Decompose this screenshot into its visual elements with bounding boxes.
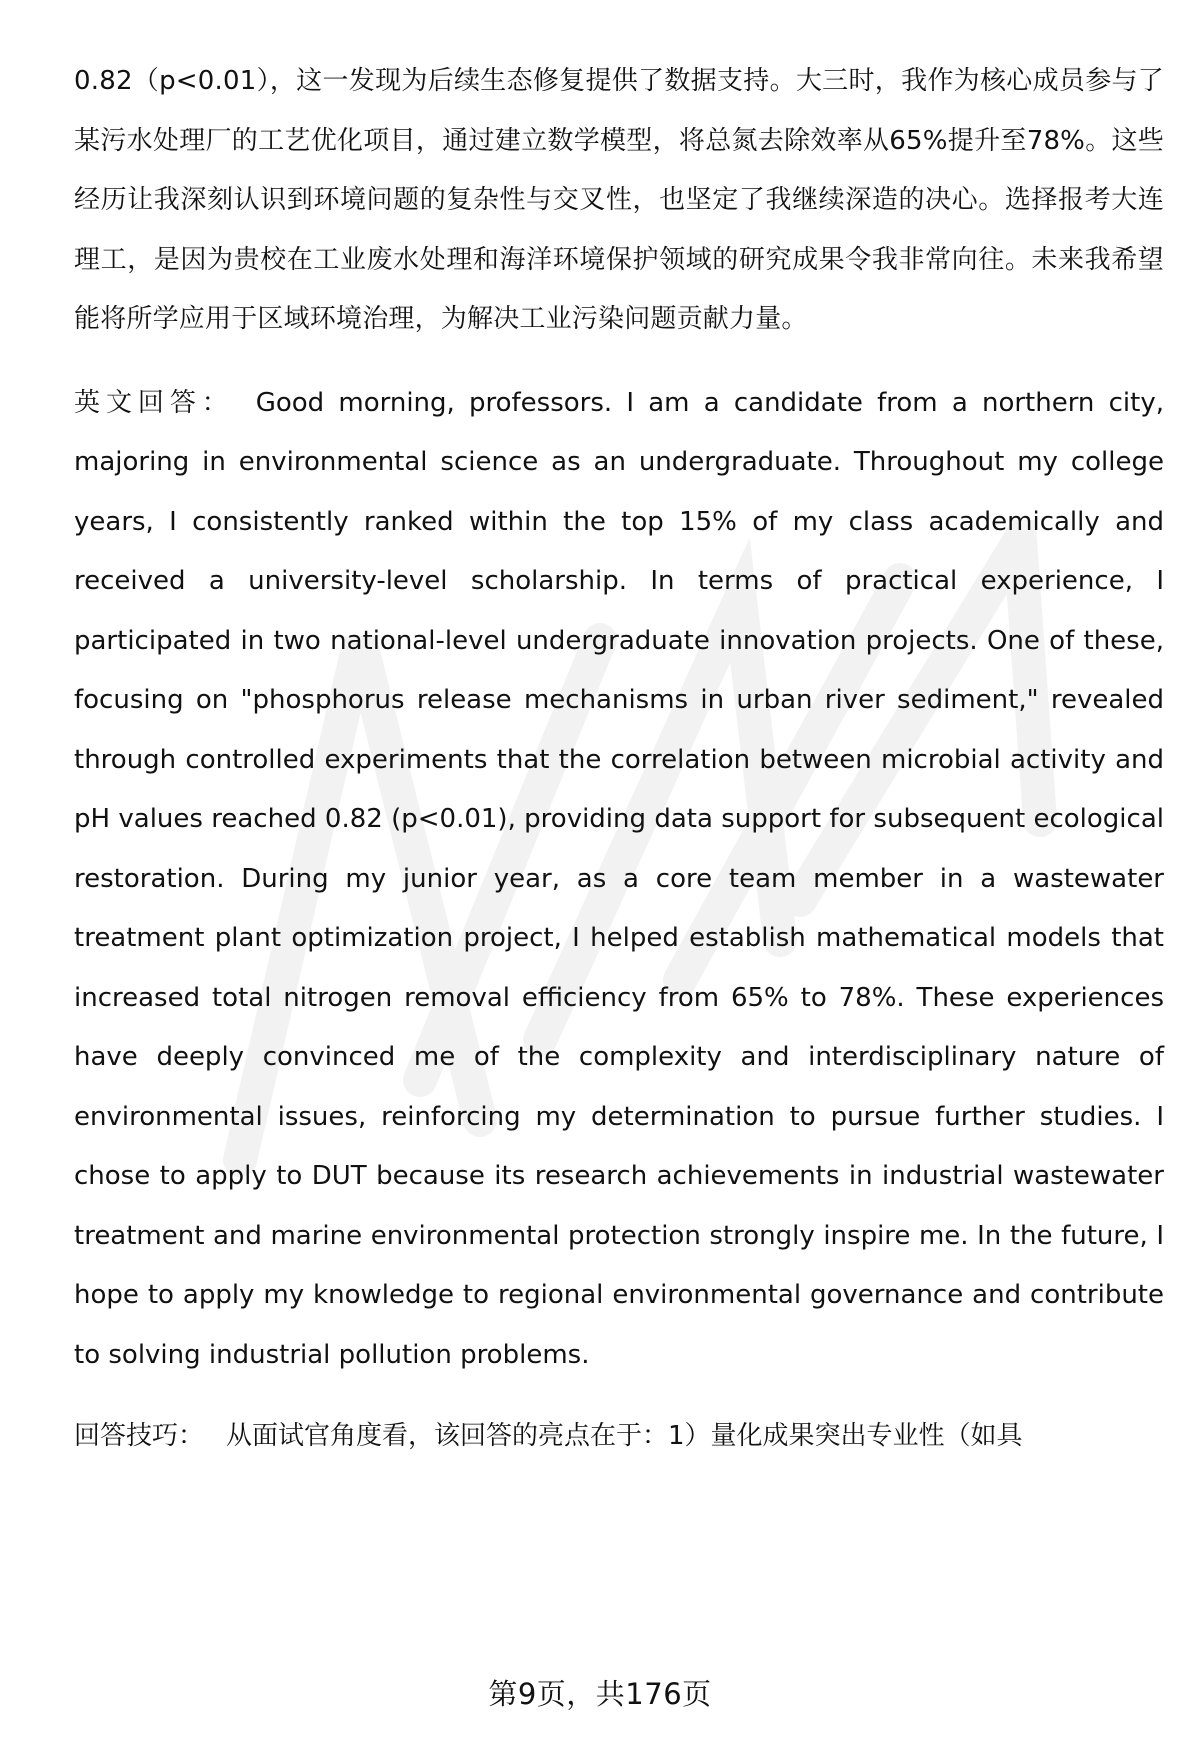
page-number-footer: 第9页，共176页 <box>488 1677 712 1711</box>
chinese-answer-paragraph: 0.82（p<0.01），这一发现为后续生态修复提供了数据支持。大三时，我作为核心成员参与了某污水处理厂的工艺优化项目，通过建立数学模型，将总氮去除效率从65%提升至78%。这些经历让我深刻认识到环境问题的复杂性与交叉性，也坚定了我继续深造的决心。选择报考大连理工，是因为贵校在工业废水处理和海洋环境保护领域的研究成果令我非常向往。未来我希望能将所学应用于区域环境治理，为解决工业污染问题贡献力量。 <box>74 66 1164 334</box>
english-answer-label: 英文回答： <box>74 387 234 418</box>
answer-tips-label: 回答技巧： <box>74 1421 205 1451</box>
english-answer-text: Good morning, professors. I am a candidate from a northern city, majoring in environmental science as an undergraduate. Throughout my college years, I consistently ranked within the top 15% of my class academically and received a university-level scholarship. In terms of practical experience, I participated in two national-level undergraduate innovation projects. One of these, focusing on "phosphorus release mechanisms in urban river sediment," revealed through controlled experiments that the correlation between microbial activity and pH values reached 0.82 (p<0.01), providing data support for subsequent ecological restoration. During my junior year, as a core team member in a wastewater treatment plant optimization project, I helped establish mathematical models that increased total nitrogen removal efficiency from 65% to 78%. These experiences have deeply convinced me of the complexity and interdisciplinary nature of environmental issues, reinforcing my determination to pursue further studies. I chose to apply to DUT because its research achievements in industrial wastewater treatment and marine environmental protection strongly inspire me. In the future, I hope to apply my knowledge to regional environmental governance and contribute to solving industrial pollution problems. <box>74 387 1164 1370</box>
english-answer-section <box>74 374 1164 1386</box>
document-body <box>74 52 1164 1467</box>
answer-tips-section <box>74 1407 1164 1467</box>
answer-tips-text: 从面试官角度看，该回答的亮点在于：1）量化成果突出专业性（如具 <box>226 1421 1023 1451</box>
